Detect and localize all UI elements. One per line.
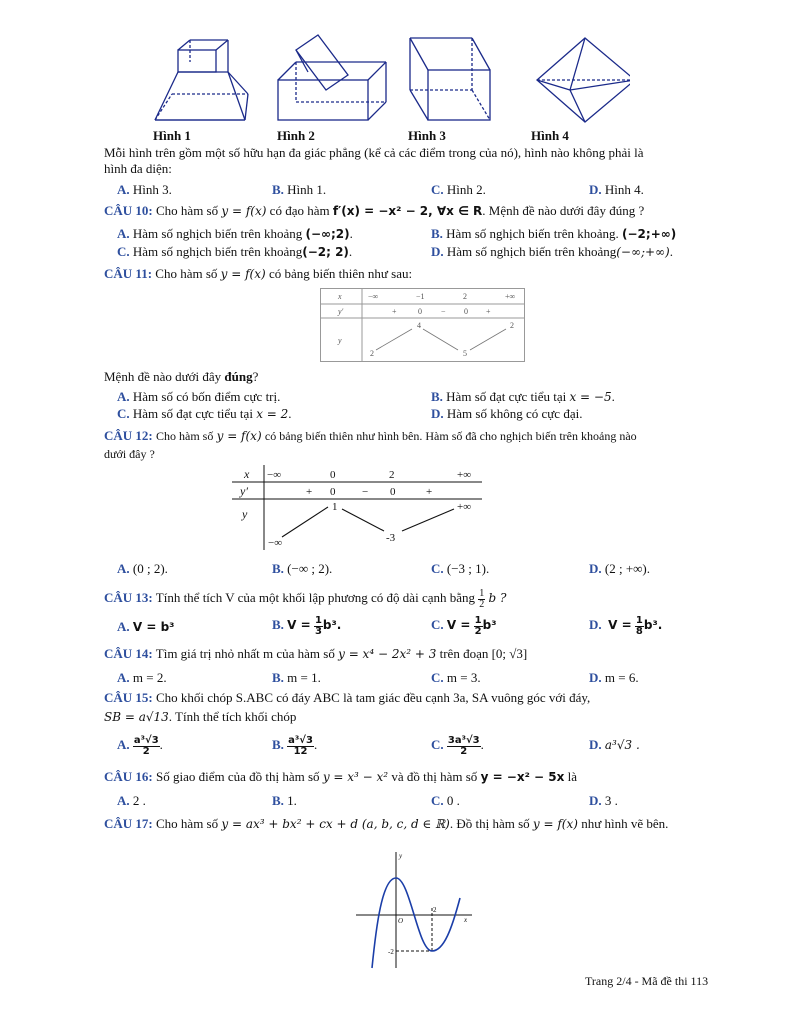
q15-option-c[interactable]: C. $\frac{\text{3a³√3}}{2}$ . [431, 734, 484, 757]
q12-yp-label: y′ [240, 484, 248, 498]
q12-x-val-0: −∞ [267, 469, 282, 481]
q14-option-d[interactable]: D. m = 6. [589, 670, 639, 685]
figures-option-d[interactable]: D. Hình 4. [589, 182, 644, 197]
q11-yp-val-2: − [441, 307, 446, 316]
q12-option-b[interactable]: B. (−∞ ; 2). [272, 561, 333, 576]
q17-origin-label: O [398, 917, 404, 925]
q10-option-b[interactable]: B. Hàm số nghịch biến trên khoảng. (−2;+∞) [431, 226, 677, 241]
polyhedra-figures [150, 30, 630, 130]
q10-label: CÂU 10: [104, 203, 153, 218]
figure-label-1: Hình 1 [153, 128, 191, 143]
figure-4-shape [537, 38, 630, 122]
q13-option-a[interactable]: A. V = b³ [117, 619, 175, 634]
q12-option-d[interactable]: D. (2 ; +∞). [589, 561, 651, 576]
q12-stem-line2: dưới đây ? [104, 447, 155, 461]
q11-stem: CÂU 11: Cho hàm số y = f(x) có bảng biến thiên như sau: [104, 266, 413, 281]
q12-y-val-1: +∞ [457, 501, 472, 513]
q17-x-label: x [464, 916, 468, 924]
q13-option-d[interactable]: D. V = $\frac{1}{8}$ b³. [589, 614, 663, 637]
q12-y-label: y [242, 507, 248, 521]
figure-1-shape [155, 40, 248, 120]
q15-stem-line2: SB = a√13. Tính thể tích khối chóp [104, 709, 297, 724]
q12-yp-val-3: 0 [390, 486, 396, 498]
q11-y-val-2: 2 [370, 349, 374, 358]
figure-label-2: Hình 2 [277, 128, 315, 143]
q10-option-a[interactable]: A. Hàm số nghịch biến trên khoảng (−∞;2). [117, 226, 353, 241]
q17-cubic-graph [352, 848, 476, 972]
q10-stem: CÂU 10: Cho hàm số y = f(x) có đạo hàm f′(x) = −x² − 2, ∀x ∈ R. Mệnh đề nào dưới đây đúng ? [104, 203, 645, 218]
q12-x-val-3: +∞ [457, 469, 472, 481]
q17-tick-minus2: -2 [388, 948, 394, 956]
q13-label: CÂU 13: [104, 590, 153, 605]
figure-3-shape [410, 38, 490, 120]
q11-option-b[interactable]: B. Hàm số đạt cực tiểu tại x = −5. [431, 389, 615, 404]
figure-label-3: Hình 3 [408, 128, 446, 143]
q12-y-val-3: -3 [386, 532, 396, 544]
q14-option-c[interactable]: C. m = 3. [431, 670, 481, 685]
q11-yp-val-0: + [392, 307, 397, 316]
q16-label: CÂU 16: [104, 769, 153, 784]
q11-x-val-0: −∞ [368, 292, 379, 301]
q13-option-c[interactable]: C. V = $\frac{1}{2}$ b³ [431, 614, 497, 637]
q14-option-a[interactable]: A. m = 2. [117, 670, 167, 685]
q16-stem: CÂU 16: Số giao điểm của đồ thị hàm số y = x³ − x² và đồ thị hàm số y = −x² − 5x là [104, 769, 577, 784]
q15-option-a[interactable]: A. $\frac{\text{a³√3}}{2}$ . [117, 734, 163, 757]
q10-option-d[interactable]: D. Hàm số nghịch biến trên khoảng(−∞;+∞). [431, 244, 673, 259]
q12-y-val-0: 1 [332, 501, 338, 513]
q14-label: CÂU 14: [104, 646, 153, 661]
q12-x-label: x [244, 467, 250, 481]
q14-option-b[interactable]: B. m = 1. [272, 670, 321, 685]
q11-yp-val-1: 0 [418, 307, 422, 316]
q11-variation-table [320, 288, 525, 362]
q13-fraction: $\frac{1}{2}$ [479, 587, 485, 610]
page-footer: Trang 2/4 - Mã đề thi 113 [585, 974, 709, 988]
q12-option-c[interactable]: C. (−3 ; 1). [431, 561, 490, 576]
figures-question-line1: Mỗi hình trên gồm một số hữu hạn đa giác phẳng (kể cả các điểm trong của nó), hình nào không phải là [104, 145, 644, 160]
q16-option-a[interactable]: A. 2 . [117, 793, 146, 808]
q12-yp-val-4: + [426, 486, 433, 498]
q12-arrow-up-1 [282, 507, 328, 537]
q13-stem: CÂU 13: Tính thể tích V của một khối lập phương có độ dài cạnh bằng $\frac{1}{2}$ b ? [104, 587, 507, 610]
q12-yp-val-0: + [306, 486, 313, 498]
q11-x-val-3: +∞ [505, 292, 516, 301]
q11-x-val-1: −1 [416, 292, 425, 301]
q10-option-c[interactable]: C. Hàm số nghịch biến trên khoảng(−2; 2). [117, 244, 353, 259]
q11-statement: Mệnh đề nào dưới đây đúng? [104, 369, 259, 384]
q17-cubic-curve [372, 878, 460, 968]
figure-2-shape [278, 35, 386, 120]
q12-arrow-down [342, 509, 384, 531]
q15-stem-line1: CÂU 15: Cho khối chóp S.ABC có đáy ABC là tam giác đều cạnh 3a, SA vuông góc với đáy, [104, 690, 591, 705]
q12-label: CÂU 12: [104, 428, 153, 443]
figures-option-a[interactable]: A. Hình 3. [117, 182, 172, 197]
q11-x-val-2: 2 [463, 292, 467, 301]
q17-tick-2: 2 [433, 906, 437, 914]
q11-option-a[interactable]: A. Hàm số có bốn điểm cực trị. [117, 389, 281, 404]
q11-yp-val-4: + [486, 307, 491, 316]
q11-option-c[interactable]: C. Hàm số đạt cực tiểu tại x = 2. [117, 406, 292, 421]
q15-label: CÂU 15: [104, 690, 153, 705]
q11-arrow-down [423, 329, 458, 350]
q11-arrow-up-2 [470, 329, 506, 350]
q11-yp-val-3: 0 [464, 307, 468, 316]
q16-option-d[interactable]: D. 3 . [589, 793, 618, 808]
q13-option-b[interactable]: B. V = $\frac{1}{3}$ b³. [272, 614, 342, 637]
q12-x-val-2: 2 [389, 469, 395, 481]
q12-yp-val-1: 0 [330, 486, 336, 498]
q11-arrow-up-1 [376, 329, 412, 350]
q12-x-val-1: 0 [330, 469, 336, 481]
q12-stem-line1: CÂU 12: Cho hàm số y = f(x) có bảng biến thiên như hình bên. Hàm số đã cho nghịch biến trên khoảng nào [104, 428, 637, 443]
q17-y-label: y [399, 852, 403, 860]
q12-yp-val-2: − [362, 486, 369, 498]
figures-question-line2: hình đa diện: [104, 161, 172, 176]
q16-option-c[interactable]: C. 0 . [431, 793, 460, 808]
figures-option-b[interactable]: B. Hình 1. [272, 182, 327, 197]
q11-y-val-3: 5 [463, 349, 467, 358]
q17-stem: CÂU 17: Cho hàm số y = ax³ + bx² + cx + d (a, b, c, d ∈ ℝ). Đồ thị hàm số y = f(x) như hình vẽ bên. [104, 816, 669, 831]
q11-option-d[interactable]: D. Hàm số không có cực đại. [431, 406, 583, 421]
q14-stem: CÂU 14: Tìm giá trị nhỏ nhất m của hàm số y = x⁴ − 2x² + 3 trên đoạn [0; √3] [104, 646, 528, 661]
q11-x-label: x [338, 292, 342, 301]
q11-yp-label: y′ [338, 307, 344, 316]
figures-option-c[interactable]: C. Hình 2. [431, 182, 486, 197]
q12-option-a[interactable]: A. (0 ; 2). [117, 561, 168, 576]
q12-y-val-2: −∞ [268, 537, 283, 549]
q12-arrow-up-2 [402, 509, 454, 531]
q15-option-b[interactable]: B. $\frac{\text{a³√3}}{12}$ . [272, 734, 318, 757]
figure-label-4: Hình 4 [531, 128, 569, 143]
q11-label: CÂU 11: [104, 266, 153, 281]
q11-y-val-0: 4 [417, 321, 421, 330]
q11-y-val-1: 2 [510, 321, 514, 330]
q11-y-label: y [338, 336, 342, 345]
q16-option-b[interactable]: B. 1. [272, 793, 297, 808]
q17-label: CÂU 17: [104, 816, 153, 831]
q12-variation-table [232, 465, 484, 550]
q15-option-d[interactable]: D. a³√3 . [589, 737, 640, 752]
